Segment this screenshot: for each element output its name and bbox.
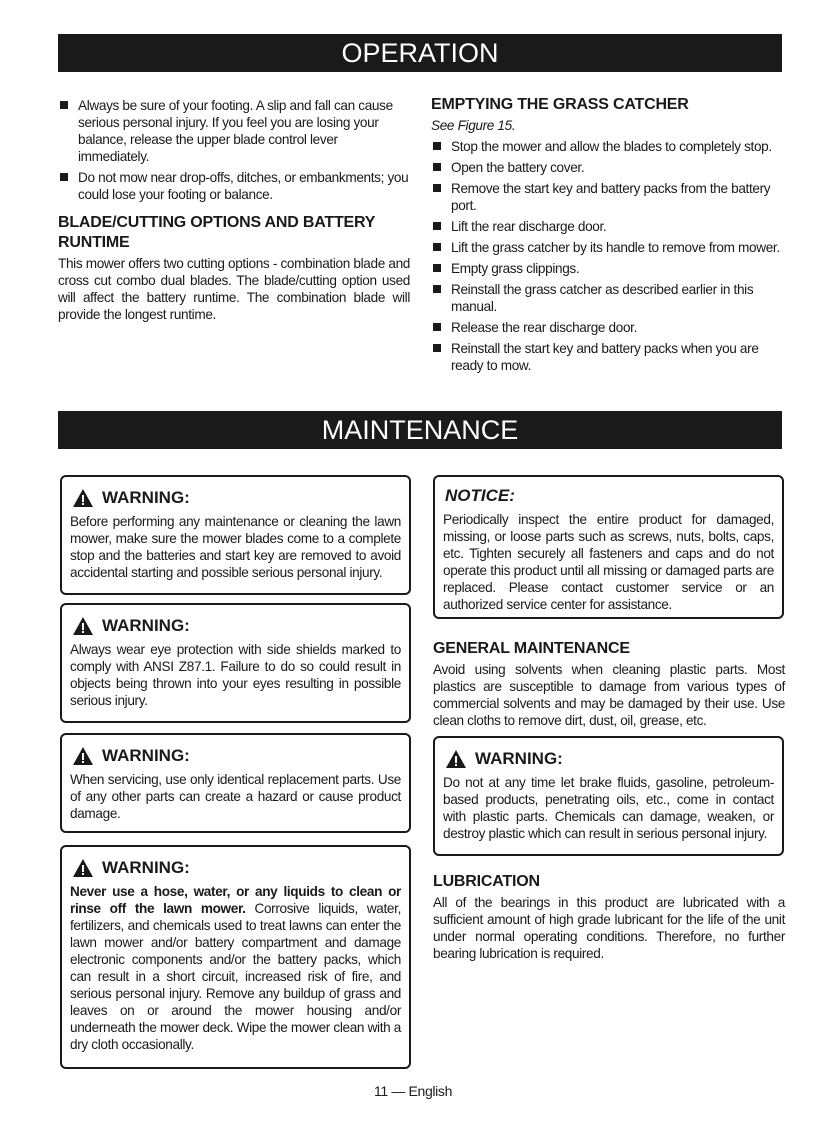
warning-label: WARNING: — [102, 858, 190, 877]
list-item: Lift the rear discharge door. — [431, 218, 784, 235]
emptying-heading: EMPTYING THE GRASS CATCHER — [431, 96, 689, 113]
operation-header: OPERATION — [58, 34, 782, 72]
warning-icon — [72, 616, 94, 636]
warning-box — [60, 475, 411, 595]
warning-box — [60, 603, 411, 723]
warning-icon — [72, 488, 94, 508]
list-item: Empty grass clippings. — [431, 260, 784, 277]
figure-ref: See Figure 15. — [431, 118, 516, 133]
operation-right-column — [431, 95, 784, 378]
warning-icon — [72, 858, 94, 878]
warning-label: WARNING: — [475, 749, 563, 768]
warning-text: Always wear eye protection with side shields marked to comply with ANSI Z87.1. Failure to do so could result in objects being thrown into your eyes resulting in possible serious injury. — [70, 642, 401, 708]
list-item: Lift the grass catcher by its handle to remove from mower. — [431, 239, 784, 256]
warning-label: WARNING: — [102, 746, 190, 765]
warning-icon — [72, 746, 94, 766]
warning-text: Do not at any time let brake fluids, gasoline, petroleum-based products, penetrating oils, etc., come in contact with plastic parts. Chemicals can damage, weaken, or destroy plastic which can result in serious personal injury. — [443, 775, 774, 841]
warning-label: WARNING: — [102, 488, 190, 507]
notice-box — [433, 475, 784, 619]
warning-box — [60, 845, 411, 1069]
warning-icon — [445, 749, 467, 769]
warning-text: Before performing any maintenance or cleaning the lawn mower, make sure the mower blades come to a complete stop and the batteries and start key are removed to avoid accidental starting and possible serious personal injury. — [70, 514, 401, 580]
list-item: Always be sure of your footing. A slip and fall can cause serious personal injury. If you feel you are losing your balance, release the upper blade control lever immediately. — [58, 97, 410, 165]
list-item: Release the rear discharge door. — [431, 319, 784, 336]
list-item: Reinstall the start key and battery packs when you are ready to mow. — [431, 340, 784, 374]
notice-text: Periodically inspect the entire product for damaged, missing, or loose parts such as screws, nuts, bolts, caps, etc. Tighten securely all fasteners and caps and do not operate this product until all missing or damaged parts are replaced. Please contact customer service or an authorized service center for assistance. — [443, 512, 774, 612]
page-footer: 11 — English — [373, 1083, 453, 1099]
general-maintenance — [433, 633, 785, 729]
blade-text: This mower offers two cutting options - combination blade and cross cut combo dual blades. The blade/cutting option used will affect the battery runtime. The combination blade will provide the longest runtime. — [58, 256, 410, 322]
lubrication-heading: LUBRICATION — [433, 873, 540, 890]
warning-box — [433, 736, 784, 856]
general-heading: GENERAL MAINTENANCE — [433, 640, 630, 657]
maintenance-header: MAINTENANCE — [58, 411, 782, 449]
notice-label: NOTICE: — [445, 486, 515, 505]
list-item: Remove the start key and battery packs from the battery port. — [431, 180, 784, 214]
warning-box — [60, 733, 411, 833]
blade-heading: BLADE/CUTTING OPTIONS AND BATTERY RUNTIME — [58, 214, 375, 251]
warning-label: WARNING: — [102, 616, 190, 635]
list-item: Stop the mower and allow the blades to completely stop. — [431, 138, 784, 155]
warning-bold-text: Never use a hose, water, or any liquids to clean or rinse off the lawn mower. — [70, 884, 401, 916]
lubrication — [433, 866, 785, 962]
warning-text: When servicing, use only identical replacement parts. Use of any other parts can create a hazard or cause product damage. — [70, 772, 401, 821]
general-text: Avoid using solvents when cleaning plastic parts. Most plastics are susceptible to damage from various types of commercial solvents and may be damaged by their use. Use clean cloths to remove dirt, dust, oil, grease, etc. — [433, 662, 785, 728]
lubrication-text: All of the bearings in this product are lubricated with a sufficient amount of high grade lubricant for the life of the unit under normal operating conditions. Therefore, no further bearing lubrication is required. — [433, 895, 785, 961]
operation-left-column — [58, 97, 410, 323]
list-item: Reinstall the grass catcher as described earlier in this manual. — [431, 281, 784, 315]
list-item: Do not mow near drop-offs, ditches, or embankments; you could lose your footing or balance. — [58, 169, 410, 203]
list-item: Open the battery cover. — [431, 159, 784, 176]
warning-text: Corrosive liquids, water, fertilizers, and chemicals used to treat lawns can enter the lawn mower and/or battery compartment and damage electronic components and/or the battery packs, which can result in a short circuit, increased risk of fire, and serious personal injury. Remove any buildup of grass and leaves on or around the mower housing and/or underneath the mower deck. Wipe the mower clean with a dry cloth occasionally. — [70, 901, 401, 1052]
